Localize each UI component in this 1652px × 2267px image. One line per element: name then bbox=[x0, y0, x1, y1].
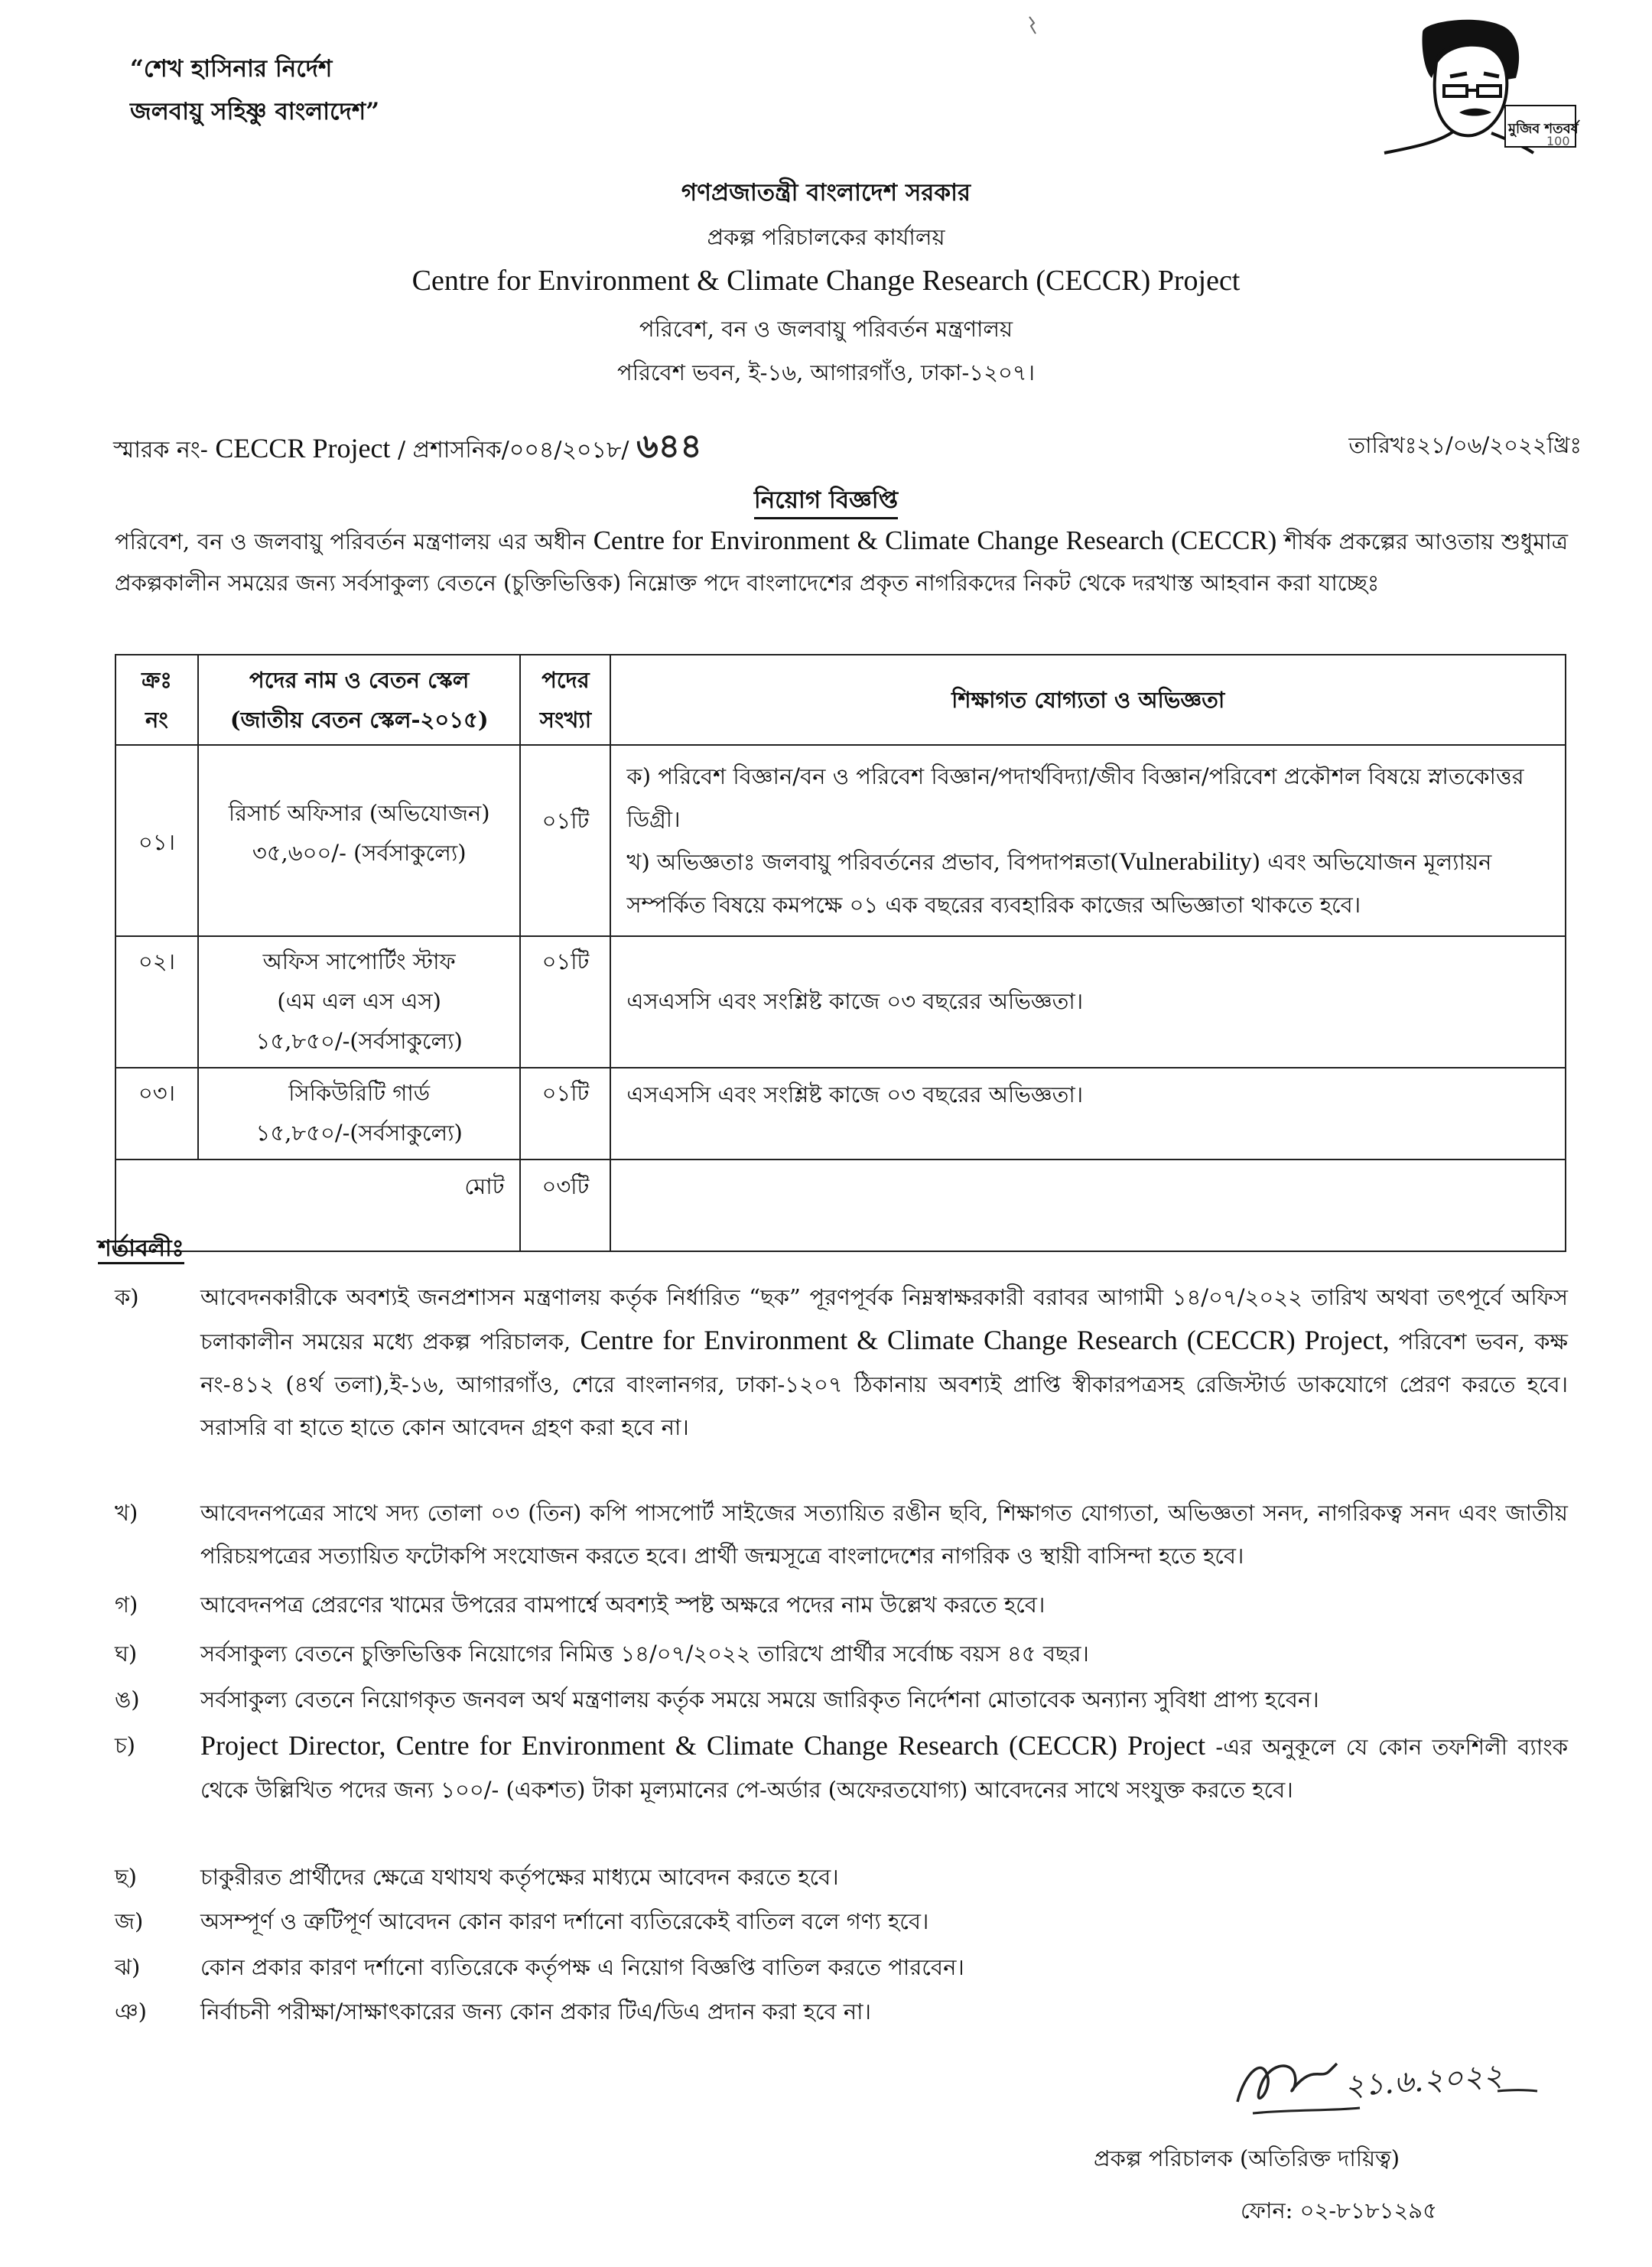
slogan-line-1: “শেখ হাসিনার নির্দেশ bbox=[130, 55, 333, 83]
term-key: ক) bbox=[115, 1284, 139, 1310]
term-key: ঞ) bbox=[115, 1999, 147, 2025]
term-text: সর্বসাকুল্য বেতনে চুক্তিভিত্তিক নিয়োগের নিমিত্ত ১৪/০৭/২০২২ তারিখে প্রার্থীর সর্বোচ্চ বয়স ৪৫ বছর। bbox=[200, 1641, 1089, 1667]
col-header-serial: ক্রঃ নং bbox=[115, 655, 198, 745]
cell-count: ০১টি bbox=[520, 1068, 610, 1160]
cell-qualification: এসএসসি এবং সংশ্লিষ্ট কাজে ০৩ বছরের অভিজ্ঞতা। bbox=[610, 1068, 1566, 1160]
cell-total-empty bbox=[610, 1160, 1566, 1251]
intro-paragraph bbox=[115, 520, 1568, 603]
term-item bbox=[115, 1276, 1568, 1449]
table-row bbox=[115, 936, 1566, 1068]
signature-date: ২১.৬.২০২২ bbox=[1343, 2057, 1504, 2104]
term-item bbox=[115, 1724, 1568, 1811]
term-text: চাকুরীরত প্রার্থীদের ক্ষেত্রে যথাযথ কর্তৃপক্ষের মাধ্যমে আবেদন করতে হবে। bbox=[200, 1864, 839, 1890]
term-item bbox=[115, 1678, 1568, 1721]
term-item bbox=[115, 1946, 1568, 1989]
term-text: কোন প্রকার কারণ দর্শানো ব্যতিরেকে কর্তৃপক্ষ এ নিয়োগ বিজ্ঞপ্তি বাতিল করতে পারবেন। bbox=[200, 1954, 964, 1980]
term-key: ঝ) bbox=[115, 1954, 141, 1980]
cell-serial: ০২। bbox=[115, 936, 198, 1068]
table-row bbox=[115, 1068, 1566, 1160]
memo-prefix: স্মারক নং- bbox=[113, 437, 208, 463]
notice-title bbox=[0, 482, 1652, 522]
terms-title: শর্তাবলীঃ bbox=[98, 1230, 184, 1269]
cell-serial: ০৩। bbox=[115, 1068, 198, 1160]
term-item bbox=[115, 1990, 1568, 2033]
table-row bbox=[115, 745, 1566, 936]
cell-total-count: ০৩টি bbox=[520, 1160, 610, 1251]
term-text: আবেদনপত্র প্রেরণের খামের উপরের বামপার্শ্বে অবশ্যই স্পষ্ট অক্ষরে পদের নাম উল্লেখ করতে হবে। bbox=[200, 1592, 1046, 1618]
cell-serial: ০১। bbox=[115, 745, 198, 936]
term-item bbox=[115, 1856, 1568, 1898]
cell-qualification: এসএসসি এবং সংশ্লিষ্ট কাজে ০৩ বছরের অভিজ্ঞতা। bbox=[610, 936, 1566, 1068]
term-text: নির্বাচনী পরীক্ষা/সাক্ষাৎকারের জন্য কোন প্রকার টিএ/ডিএ প্রদান করা হবে না। bbox=[200, 1999, 871, 2025]
term-key: জ) bbox=[115, 1908, 144, 1934]
term-item bbox=[115, 1491, 1568, 1577]
signature bbox=[1222, 2041, 1543, 2125]
table-header-row bbox=[115, 655, 1566, 745]
memo-ref-bn: / প্রশাসনিক/০০৪/২০১৮/ bbox=[397, 437, 629, 463]
ministry-title: পরিবেশ, বন ও জলবায়ু পরিবর্তন মন্ত্রণালয় bbox=[639, 316, 1013, 342]
term-key: ছ) bbox=[115, 1864, 137, 1890]
term-key: খ) bbox=[115, 1500, 138, 1526]
col-header-qualification: শিক্ষাগত যোগ্যতা ও অভিজ্ঞতা bbox=[610, 655, 1566, 745]
term-text: আবেদনপত্রের সাথে সদ্য তোলা ০৩ (তিন) কপি পাসপোর্ট সাইজের সত্যায়িত রঙীন ছবি, শিক্ষাগত যোগ্যতা, অভিজ্ঞতা সনদ, নাগরিকত্ব সনদ এবং জাতীয় পরিচয়পত্রের সত্যায়িত ফটোকপি সংযোজন করতে হবে। প্রার্থী জন্মসূত্রে বাংলাদেশের নাগরিক ও স্থায়ী বাসিন্দা হতে হবে। bbox=[200, 1500, 1568, 1569]
memo-ref-en: CECCR Project bbox=[215, 433, 391, 463]
memo-handwritten-number: ৬৪৪ bbox=[636, 427, 702, 466]
intro-part-2: শীর্ষক প্রকল্পের আওতায় শুধুমাত্র প্রকল্পকালীন সময়ের জন্য সর্বসাকুল্য বেতনে (চুক্তিভিত্তিক) নিম্নোক্ত পদে বাংলাদেশের প্রকৃত নাগরিকদের নিকট থেকে দরখাস্ত আহবান করা যাচ্ছেঃ bbox=[115, 529, 1569, 596]
term-text: আবেদনকারীকে অবশ্যই জনপ্রশাসন মন্ত্রণালয় কর্তৃক নির্ধারিত “ছক” পূরণপূর্বক নিম্নস্বাক্ষরকারী বরাবর আগামী ১৪/০৭/২০২২ তারিখ অথবা তৎপূর্বে অফিস চলাকালীন সময়ের মধ্যে প্রকল্প পরিচালক, Centre for Environment & Climate Change Research (CECCR) Project, পরিবেশ ভবন, কক্ষ নং-৪১২ (৪র্থ তলা),ই-১৬, আগারগাঁও, শেরে বাংলানগর, ঢাকা-১২০৭ ঠিকানায় অবশ্যই প্রাপ্তি স্বীকারপত্রসহ রেজিস্টার্ড ডাকযোগে প্রেরণ করতে হবে। সরাসরি বা হাতে হাতে কোন আবেদন গ্রহণ করা হবে না। bbox=[200, 1284, 1569, 1440]
term-item bbox=[115, 1632, 1568, 1675]
term-text: Project Director, Centre for Environment & Climate Change Research (CECCR) Project -এর অনুকূলে যে কোন তফশিলী ব্যাংক থেকে উল্লিখিত পদের জন্য ১০০/- (একশত) টাকা মূল্যমানের পে-অর্ডার (অফেরতযোগ্য) আবেদনের সাথে সংযুক্ত করতে হবে। bbox=[200, 1730, 1569, 1803]
col-header-count: পদের সংখ্যা bbox=[520, 655, 610, 745]
cell-post: অফিস সাপোর্টিং স্টাফ (এম এল এস এস) ১৫,৮৫০/-(সর্বসাকুল্যে) bbox=[198, 936, 521, 1068]
memo-date: তারিখঃ২১/০৬/২০২২খ্রিঃ bbox=[1348, 432, 1582, 458]
posts-table bbox=[115, 654, 1566, 1252]
slogan bbox=[130, 47, 379, 133]
term-item bbox=[115, 1900, 1568, 1943]
term-text: সর্বসাকুল্য বেতনে নিয়োগকৃত জনবল অর্থ মন্ত্রণালয় কর্তৃক সময়ে সময়ে জারিকৃত নির্দেশনা মোতাবেক অন্যান্য সুবিধা প্রাপ্য হবেন। bbox=[200, 1686, 1319, 1712]
logo-number: 100 bbox=[1546, 134, 1570, 148]
term-key: চ) bbox=[115, 1732, 135, 1758]
intro-part-1: পরিবেশ, বন ও জলবায়ু পরিবর্তন মন্ত্রণালয় এর অধীন bbox=[115, 529, 586, 555]
term-key: ঘ) bbox=[115, 1641, 138, 1667]
stray-ink-mark bbox=[1025, 15, 1042, 35]
term-item bbox=[115, 1583, 1568, 1626]
cell-total-label: মোট bbox=[115, 1160, 520, 1251]
term-key: ঙ) bbox=[115, 1686, 140, 1712]
notice-title-text: নিয়োগ বিজ্ঞপ্তি bbox=[754, 486, 898, 519]
term-key: গ) bbox=[115, 1592, 138, 1618]
slogan-line-2: জলবায়ু সহিষ্ণু বাংলাদেশ” bbox=[130, 98, 380, 125]
memo-number bbox=[113, 421, 702, 476]
term-text: অসম্পূর্ণ ও ত্রুটিপূর্ণ আবেদন কোন কারণ দর্শানো ব্যতিরেকেই বাতিল বলে গণ্য হবে। bbox=[200, 1908, 929, 1934]
signatory-phone: ফোন: ০২-৮১৮১২৯৫ bbox=[1241, 2197, 1437, 2223]
cell-count: ০১টি bbox=[520, 745, 610, 936]
office-address: পরিবেশ ভবন, ই-১৬, আগারগাঁও, ঢাকা-১২০৭। bbox=[616, 359, 1036, 385]
mujib-borsho-logo bbox=[1377, 17, 1583, 154]
cell-post: সিকিউরিটি গার্ড ১৫,৮৫০/-(সর্বসাকুল্যে) bbox=[198, 1068, 521, 1160]
signatory-title: প্রকল্প পরিচালক (অতিরিক্ত দায়িত্ব) bbox=[1094, 2145, 1400, 2171]
cell-count: ০১টি bbox=[520, 936, 610, 1068]
table-total-row bbox=[115, 1160, 1566, 1251]
logo-caption: মুজিব শতবর্ষ bbox=[1508, 121, 1579, 137]
col-header-post: পদের নাম ও বেতন স্কেল (জাতীয় বেতন স্কেল-২০১৫) bbox=[198, 655, 521, 745]
cell-qualification: ক) পরিবেশ বিজ্ঞান/বন ও পরিবেশ বিজ্ঞান/পদার্থবিদ্যা/জীব বিজ্ঞান/পরিবেশ প্রকৌশল বিষয়ে স্নাতকোত্তর ডিগ্রী। খ) অভিজ্ঞতাঃ জলবায়ু পরিবর্তনের প্রভাব, বিপদাপন্নতা(Vulnerability) এবং অভিযোজন মূল্যায়ন সম্পর্কিত বিষয়ে কমপক্ষে ০১ এক বছরের ব্যবহারিক কাজের অভিজ্ঞাতা থাকতে হবে। bbox=[610, 745, 1566, 936]
office-title: প্রকল্প পরিচালকের কার্যালয় bbox=[707, 224, 945, 250]
govt-title: গণপ্রজাতন্ত্রী বাংলাদেশ সরকার bbox=[681, 179, 971, 207]
cell-post: রিসার্চ অফিসার (অভিযোজন) ৩৫,৬০০/- (সর্বসাকুল্যে) bbox=[198, 745, 521, 936]
project-title: Centre for Environment & Climate Change Research (CECCR) Project bbox=[411, 265, 1241, 297]
intro-part-en: Centre for Environment & Climate Change Research (CECCR) bbox=[593, 525, 1277, 555]
